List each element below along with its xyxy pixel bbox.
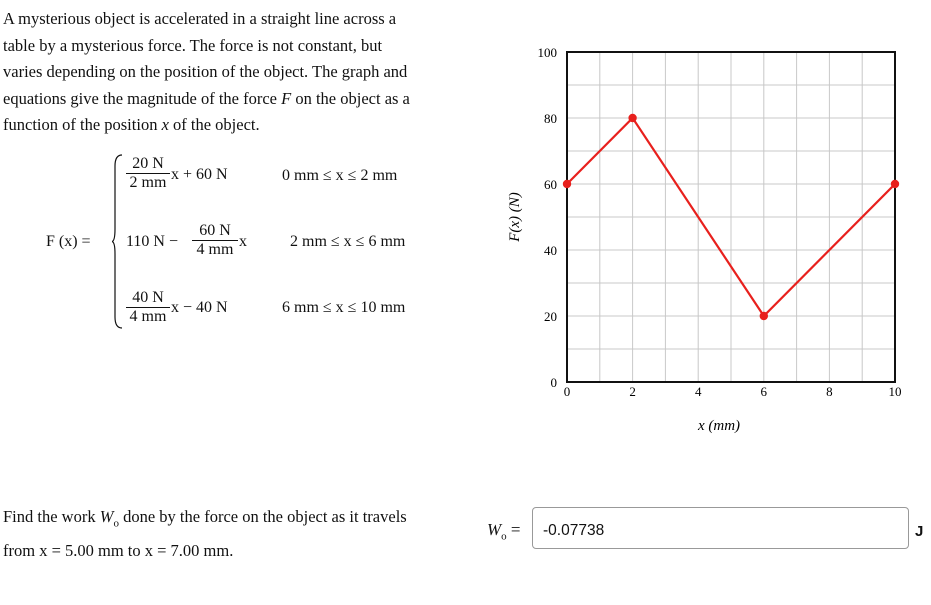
y-tick-label: 100 bbox=[537, 45, 557, 60]
force-position-chart bbox=[495, 30, 915, 440]
piece1-range: 0 mm ≤ x ≤ 2 mm bbox=[282, 167, 398, 184]
curly-brace-icon bbox=[112, 154, 122, 329]
data-point bbox=[760, 312, 768, 320]
problem-statement bbox=[3, 6, 463, 139]
piece2-fraction bbox=[192, 222, 238, 259]
x-axis-label: x (mm) bbox=[697, 418, 741, 434]
problem-line-2: table by a mysterious force. The force is not constant, but bbox=[3, 35, 383, 55]
piece2-constant: 110 N − bbox=[126, 233, 178, 250]
x-tick-label: 2 bbox=[629, 384, 636, 399]
piece3-expression: x − 40 N bbox=[171, 299, 228, 316]
piece1-denominator: 2 mm bbox=[129, 174, 167, 191]
y-axis-label: F(x) (N) bbox=[507, 192, 523, 242]
x-tick-label: 0 bbox=[563, 384, 571, 399]
tick-labels bbox=[538, 45, 902, 399]
x-tick-label: 10 bbox=[888, 384, 902, 399]
data-point bbox=[563, 180, 571, 188]
piece3-numerator: 40 N bbox=[126, 289, 170, 308]
piece2-expression: x bbox=[239, 233, 247, 250]
chart-grid bbox=[567, 52, 895, 382]
y-tick-label: 0 bbox=[550, 375, 557, 390]
piece3-range: 6 mm ≤ x ≤ 10 mm bbox=[282, 299, 406, 316]
y-tick-label: 60 bbox=[544, 177, 557, 192]
data-point bbox=[891, 180, 899, 188]
piece1-numerator: 20 N bbox=[126, 155, 170, 174]
position-variable: x bbox=[161, 115, 169, 134]
question-line-2: from x = 5.00 mm to x = 7.00 mm. bbox=[3, 541, 234, 561]
answer-input[interactable]: -0.07738 bbox=[532, 507, 909, 549]
piece1-fraction bbox=[126, 155, 170, 192]
piece1-expression: x + 60 N bbox=[171, 166, 228, 183]
data-point bbox=[628, 114, 636, 122]
equation-lhs: F (x) = bbox=[46, 233, 91, 250]
piece2-range: 2 mm ≤ x ≤ 6 mm bbox=[290, 233, 406, 250]
force-variable: F bbox=[281, 88, 292, 108]
piece3-denominator: 4 mm bbox=[129, 308, 167, 325]
question-text bbox=[3, 503, 473, 565]
y-tick-label: 20 bbox=[544, 309, 557, 324]
y-tick-label: 40 bbox=[544, 243, 557, 258]
question-line-1: Find the work $W_o$ done by the force on the object as it travels bbox=[3, 507, 407, 530]
answer-unit: J bbox=[915, 523, 924, 540]
x-tick-label: 4 bbox=[694, 384, 702, 399]
problem-line-3: varies depending on the position of the object. The graph and bbox=[3, 62, 408, 81]
piece2-numerator: 60 N bbox=[192, 222, 238, 241]
answer-label: $W_o$ = bbox=[487, 520, 521, 543]
problem-line-4: equations give the magnitude of the force F on the object as a bbox=[3, 88, 410, 108]
piece3-fraction bbox=[126, 289, 170, 326]
y-tick-label: 80 bbox=[544, 111, 557, 126]
problem-line-1: A mysterious object is accelerated in a straight line across a bbox=[3, 9, 397, 28]
problem-line-5: function of the position x of the object. bbox=[3, 115, 260, 134]
piece2-denominator: 4 mm bbox=[196, 241, 234, 258]
x-tick-label: 8 bbox=[826, 384, 833, 399]
x-tick-label: 6 bbox=[760, 384, 768, 399]
